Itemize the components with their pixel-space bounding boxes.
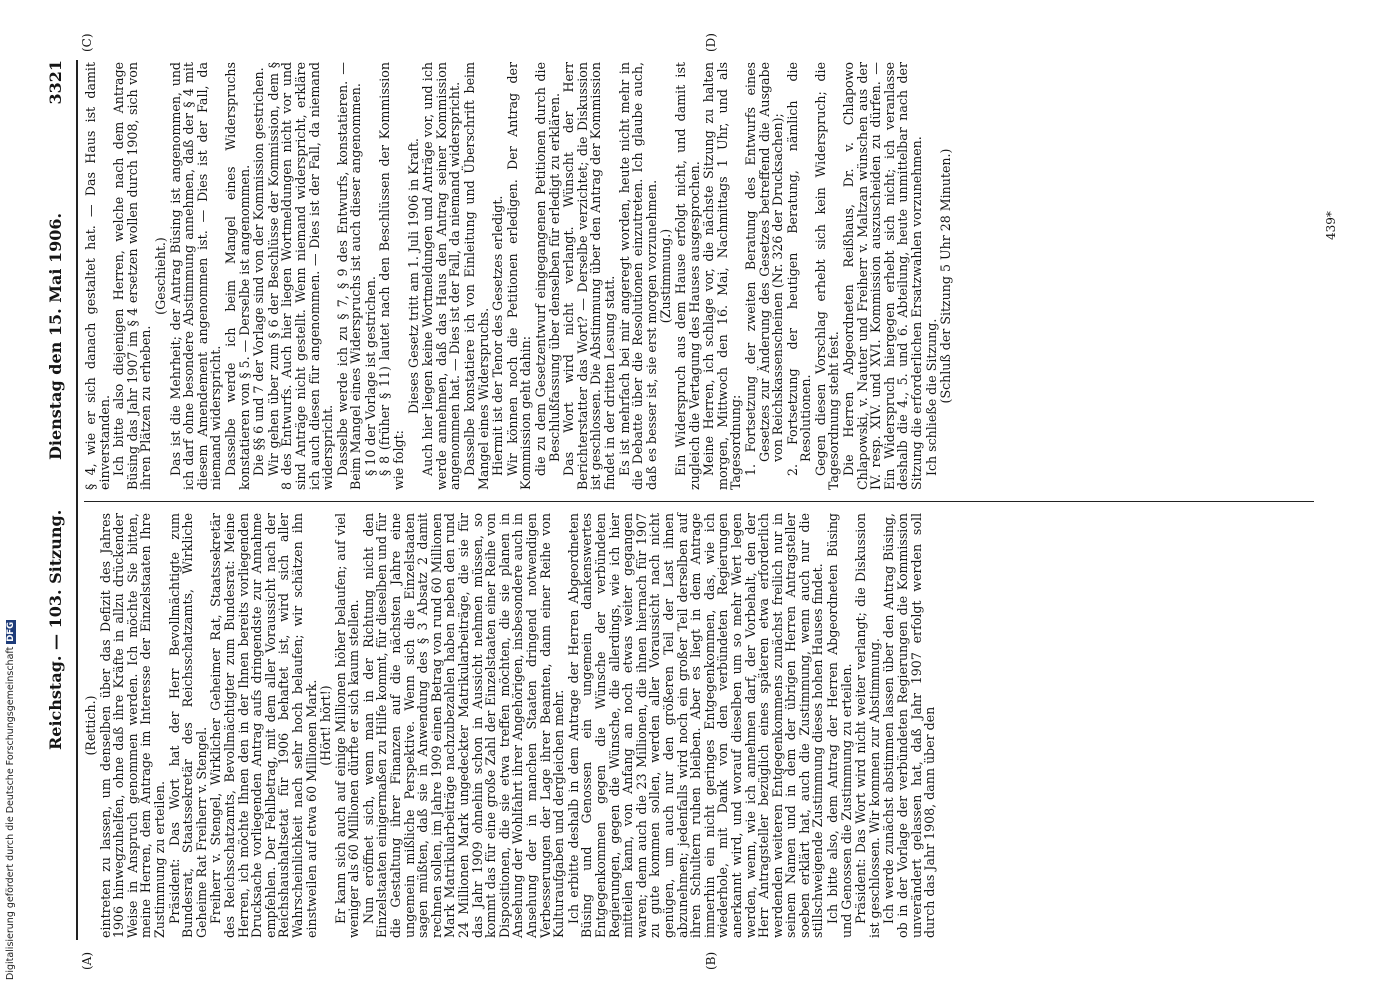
paragraph: Dasselbe werde ich beim Mangel eines Widerspruchs konstatieren von § 5. — Derselbe ist angenommen. — [222, 62, 252, 490]
page-mark: 439* — [1324, 211, 1338, 240]
paragraph: (Rettich.) — [83, 695, 98, 756]
right-column — [84, 62, 954, 490]
document-page — [22, 0, 1362, 1000]
margin-b: (B) — [704, 951, 718, 970]
paragraph: Freiherr v. Stengel, Wirklicher Geheimer Rat, Staatssekretär des Reichsschatzamts, Bevollmächtigter zum Bundesrat: Meine Herren, ich möchte Ihnen den in der Ihnen bereits vorliegenden Drucksache vorliegenden Antrag aufs dringendste zur Annahme empfehlen. Der Fehlbetrag, mit dem aller Voraussicht nach der Reichshaushaltsetat für 1906 behaftet ist, wird sich aller Wahrscheinlichkeit nach sehr hoch belaufen; wir schätzen ihn einstweilen auf etwa 60 Millionen Mark. — [208, 513, 319, 938]
funding-note: Digitalisierung gefördert durch die Deutsche ForschungsgemeinschaftDFG — [5, 621, 16, 980]
paragraph: Ich bitte also, dem Antrag der Herren Abgeordneten Büsing und Genossen die Zustimmung zu erteilen. — [825, 513, 854, 938]
paragraph: Auch hier liegen keine Wortmeldungen und Anträge vor, und ich werde annehmen, daß das Haus den Antrag seiner Kommission angenommen hat. — Dies ist der Fall, da niemand widerspricht. — [420, 62, 463, 490]
paragraph: Ich bitte also diejenigen Herren, welche nach dem Antrage Büsing das Jahr 1907 im § 4 ersetzen wollen durch 1908, sich von ihren Plätzen zu erheben. — [111, 62, 154, 490]
paragraph: Dasselbe konstatiere ich von Einleitung und Überschrift beim Mangel eines Widerspruchs. — [462, 62, 491, 490]
paragraph: (Hört! hört!) — [318, 685, 334, 766]
paragraph: Präsident: Das Wort wird nicht weiter verlangt; die Diskussion ist geschlossen. Wir kommen zur Abstimmung. — [853, 513, 882, 938]
paragraph: § 10 der Vorlage ist gestrichen. — [362, 276, 378, 476]
margin-a: (A) — [80, 951, 94, 970]
paragraph: Hiermit ist der Tenor des Gesetzes erledigt. — [490, 195, 506, 476]
paragraph: (Geschieht.) — [152, 237, 168, 315]
paragraph: Dieses Gesetz tritt am 1. Juli 1906 in Kraft. — [405, 138, 421, 414]
paragraph: Das ist die Mehrheit; der Antrag Büsing ist angenommen, und ich darf ohne besondere Abstimmung annehmen, daß der § 4 mit diesem Amendement angenommen ist. — Dies ist der Fall, da niemand widerspricht. — [167, 62, 224, 490]
paragraph: die zu dem Gesetzentwurf eingegangenen Petitionen durch die Beschlußfassung über denselben für erledigt zu erklären. — [533, 62, 562, 476]
paragraph: Dasselbe werde ich zu § 7, § 9 des Entwurfs, konstatieren. — Beim Mangel eines Widerspruchs ist auch dieser angenommen. — [334, 62, 364, 490]
closing-note: (Schluß der Sitzung 5 Uhr 28 Minuten.) — [938, 148, 954, 404]
dfg-logo-icon: DFG — [6, 621, 16, 642]
paragraph: Ein Widerspruch aus dem Hause erfolgt nicht, und damit ist zugleich die Vertagung des Hauses ausgesprochen. — [672, 62, 702, 490]
paragraph: Wir können noch die Petitionen erledigen. Der Antrag der Kommission geht dahin: — [504, 62, 534, 490]
agenda-item: 1. Fortsetzung der zweiten Beratung des Entwurfs eines Gesetzes zur Änderung des Gesetzes betreffend die Ausgabe von Reichskassenscheinen (Nr. 326 der Drucksachen); — [742, 62, 786, 476]
paragraph: Nun eröffnet sich, wenn man in der Richtung nicht den Einzelstaaten einigermaßen zu Hilfe kommt, für dieselben und für die Gestaltung ihrer Finanzen auf die nächsten Jahre eine ungemein mißliche Perspektive. Wenn sich die Einzelstaaten sagen müßten, daß sie in Anwendung des § 3 Absatz 2 damit rechnen sollen, im Jahre 1909 einen Betrag von rund 60 Millionen Mark Matrikularbeiträge nachzubezahlen haben neben den rund 24 Millionen Mark ungedeckter Matrikularbeiträge, die sie für das Jahr 1909 ohnehin schon in Aussicht nehmen müssen, so kommt das für eine große Zahl der Einzelstaaten einer Reihe von Dispositionen, die sie etwa treffen möchten, die sie planen in Ansehung der Wohlfahrt ihrer Angehörigen, insbesondere auch in Ansehung der in manchen Staaten dringend notwendigen Verbesserungen der Lage ihrer Beamten, dann einer Reihe von Kulturaufgaben und dergleichen mehr. — [360, 513, 567, 938]
paragraph: Ich werde zunächst abstimmen lassen über den Antrag Büsing, ob in der Vorlage der verbündeten Regierungen die Kommission unverändert gelassen hat, daß Jahr 1907 erfolgt werden soll durch das Jahr 1908, dann über den — [881, 513, 938, 938]
paragraph: Meine Herren, ich schlage vor, die nächste Sitzung zu halten morgen, Mittwoch den 16. Mai, Nachmittags 1 Uhr, und als Tagesordnung: — [701, 62, 744, 490]
paragraph: Er kann sich auch auf einige Millionen höher belaufen; auf viel weniger als 60 Millionen dürfte er sich kaum stellen. — [332, 513, 362, 938]
margin-c: (C) — [80, 33, 94, 52]
running-header — [46, 60, 72, 940]
header-right: Dienstag den 15. Mai 1906. — [46, 212, 65, 460]
paragraph: Präsident: Das Wort hat der Herr Bevollmächtigte zum Bundesrat, Staatssekretär des Reichsschatzamts, Wirkliche Geheime Rat Freiherr v. Stengel. — [166, 513, 209, 938]
left-column — [84, 513, 938, 938]
header-left: Reichstag. — 103. Sitzung. — [46, 509, 65, 750]
paragraph: Ich erbitte deshalb in dem Antrage der Herren Abgeordneten Büsing und Genossen ein ungemein dankenswertes Entgegenkommen gegen die Wünsche der verbündeten Regierungen, gegen die Wünsche, die allerdings, wie ich hier mitteilen kann, von Anfang an noch etwas weiter gegangen waren; denn auch die 23 Millionen, die ihnen hiernach für 1907 zu gute kommen sollen, werden aller Voraussicht nach nicht genügen, um auch nur den größeren Teil der Last ihnen abzunehmen; jedenfalls wird noch ein großer Teil derselben auf ihren Schultern ruhen bleiben. Aber es liegt in dem Antrage immerhin ein nicht geringes Entgegenkommen, das, wie ich wiederhole, mit Dank von den verbündeten Regierungen anerkannt wird, und worauf dieselben um so mehr Wert legen werden, wenn, wie ich annehmen darf, der Vorbehalt, den der Herr Antragsteller bezüglich eines späteren etwa erforderlich werdenden weiteren Entgegenkommens zunächst freilich nur in seinem Namen und in dem der übrigen Herren Antragsteller soeben erklärt hat, auch die Zustimmung, wenn auch nur die stillschweigende Zustimmung dieses hohen Hauses findet. — [565, 513, 826, 938]
paragraph: Die Herren Abgeordneten Reißhaus, Dr. v. Chlapowo Chlapowski, v. Nauter und Freiherr v. Maltzan wünschen aus der IV. resp. XIV. und XVI. Kommission auszuscheiden zu dürfen. — Ein Widerspruch hiergegen erhebt sich nicht; ich veranlasse deshalb die 4., 5. und 6. Abteilung, heute unmittelbar nach der Sitzung die erforderlichen Ersatzwahlen vorzunehmen. — [841, 62, 925, 490]
paragraph: Gegen diesen Vorschlag erhebt sich kein Widerspruch; die Tagesordnung steht fest. — [812, 62, 842, 490]
page-number: 3321 — [46, 60, 65, 105]
paragraph: § 4, wie er sich danach gestaltet hat. — Das Haus ist damit einverstanden. — [83, 62, 112, 490]
dfg-sidebar — [0, 0, 22, 1000]
paragraph: Die §§ 6 und 7 der Vorlage sind von der Kommission gestrichen. — [251, 67, 267, 476]
paragraph: eintreten zu lassen, um denselben über das Defizit des Jahres 1906 hinwegzuhelfen, ohne daß ihre Kräfte in allzu drückender Weise in Anspruch genommen werden. Ich möchte Sie bitten, meine Herren, dem Antrage im Interesse der Einzelstaaten Ihre Zustimmung zu erteilen. — [97, 513, 167, 938]
margin-d: (D) — [704, 33, 718, 52]
paragraph: Ich schließe die Sitzung. — [923, 318, 939, 476]
paragraph: Das Wort wird nicht verlangt. Wünscht der Herr Berichterstatter das Wort? — Derselbe verzichtet; die Diskussion ist geschlossen. Die Abstimmung über den Antrag der Kommission findet in der dritten Lesung statt. — [561, 62, 617, 490]
paragraph: (Zustimmung.) — [658, 228, 674, 324]
paragraph: Wir gehen über zum § 6 der Beschlüsse der Kommission, dem § 8 des Entwurfs. Auch hier liegen Wortmeldungen nicht vor und sind Anträge nicht gestellt. Wenn niemand widerspricht, erkläre ich auch diesen für angenommen. — Dies ist der Fall, da niemand widerspricht. — [265, 62, 336, 490]
header-rule — [76, 60, 78, 940]
column-divider — [84, 501, 1314, 502]
paragraph: Es ist mehrfach bei mir angeregt worden, heute nicht mehr in die Debatte über die Resolutionen einzutreten. Ich glaube auch, daß es besser ist, sie erst morgen vorzunehmen. — [616, 62, 659, 490]
agenda-item: 2. Fortsetzung der heutigen Beratung, nämlich die Resolutionen. — [784, 62, 814, 476]
paragraph: § 8 (früher § 11) lautet nach den Beschlüssen der Kommission wie folgt: — [377, 62, 407, 490]
